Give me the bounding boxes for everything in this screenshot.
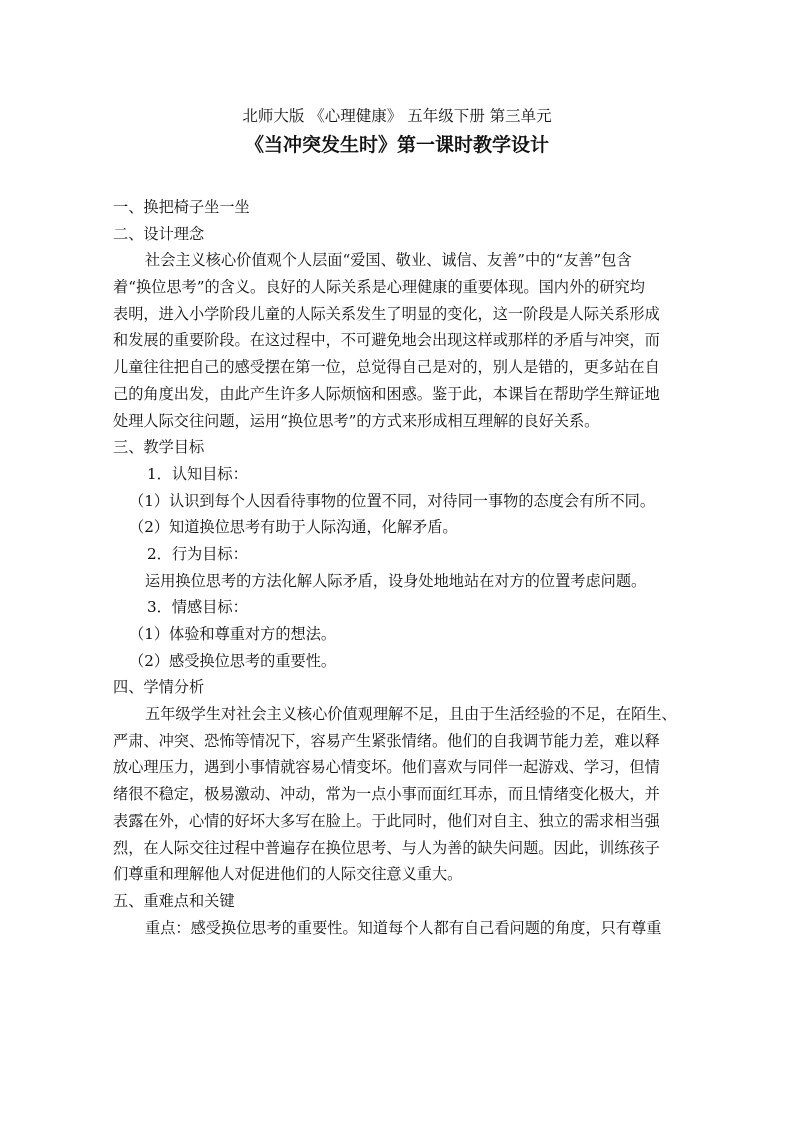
section-heading: 一、换把椅子坐一坐 (113, 198, 250, 216)
list-item: （1）体验和尊重对方的想法。 (129, 625, 337, 643)
paragraph-line: 己的角度出发，由此产生许多人际烦恼和困惑。鉴于此，本课旨在帮助学生辩证地 (113, 384, 660, 403)
paragraph-line: 烈，在人际交往过程中普遍存在换位思考、与人为善的缺失问题。因此，训练孩子 (113, 838, 660, 857)
paragraph-line: 着“换位思考”的含义。良好的人际关系是心理健康的重要体现。国内外的研究均 (113, 278, 645, 297)
paragraph-line: 儿童往往把自己的感受摆在第一位，总觉得自己是对的，别人是错的，更多站在自 (113, 358, 660, 377)
paragraph-line: 运用换位思考的方法化解人际矛盾，设身处地地站在对方的位置考虑问题。 (145, 571, 647, 590)
list-item: （2）感受换位思考的重要性。 (129, 651, 337, 670)
section-heading: 二、设计理念 (113, 224, 205, 243)
document-title: 《当冲突发生时》第一课时教学设计 (244, 134, 549, 156)
paragraph-line: 严肃、冲突、恐怖等情况下，容易产生紧张情绪。他们的自我调节能力差，难以释 (113, 731, 660, 750)
paragraph-line: 处理人际交往问题，运用“换位思考”的方式来形成相互理解的良好关系。 (113, 411, 600, 430)
paragraph-line: 们尊重和理解他人对促进他们的人际交往意义重大。 (113, 865, 463, 884)
paragraph-line: 五年级学生对社会主义核心价值观理解不足，且由于生活经验的不足，在陌生、 (145, 705, 677, 724)
section-heading: 五、重难点和关键 (113, 891, 235, 910)
paragraph-line: 和发展的重要阶段。在这过程中，不可避免地会出现这样或那样的矛盾与冲突，而 (113, 331, 660, 350)
paragraph-line: 放心理压力，遇到小事情就容易心情变坏。他们喜欢与同伴一起游戏、学习，但情 (113, 758, 660, 777)
list-item: （1）认识到每个人因看待事物的位置不同，对待同一事物的态度会有所不同。 (129, 491, 656, 510)
list-item: （2）知道换位思考有助于人际沟通，化解矛盾。 (129, 518, 458, 537)
paragraph-line: 表露在外，心情的好坏大多写在脸上。于此同时，他们对自主、独立的需求相当强 (113, 811, 660, 830)
paragraph-line: 表明，进入小学阶段儿童的人际关系发生了明显的变化，这一阶段是人际关系形成 (113, 304, 660, 323)
paragraph-line: 重点：感受换位思考的重要性。知道每个人都有自己看问题的角度，只有尊重 (145, 918, 662, 937)
subsection-heading: 3．情感目标： (147, 598, 248, 617)
document-body (113, 194, 697, 941)
subsection-heading: 2．行为目标： (147, 544, 248, 563)
subsection-heading: 1．认知目标： (147, 464, 248, 483)
paragraph-line: 绪很不稳定，极易激动、冲动，常为一点小事而面红耳赤，而且情绪变化极大，并 (113, 785, 660, 804)
section-heading: 四、学情分析 (113, 678, 205, 697)
document-subtitle: 北师大版 《心理健康》 五年级下册 第三单元 (242, 107, 552, 125)
paragraph-line: 社会主义核心价值观个人层面“爱国、敬业、诚信、友善”中的“友善”包含 (145, 251, 632, 270)
section-heading: 三、教学目标 (113, 438, 205, 457)
